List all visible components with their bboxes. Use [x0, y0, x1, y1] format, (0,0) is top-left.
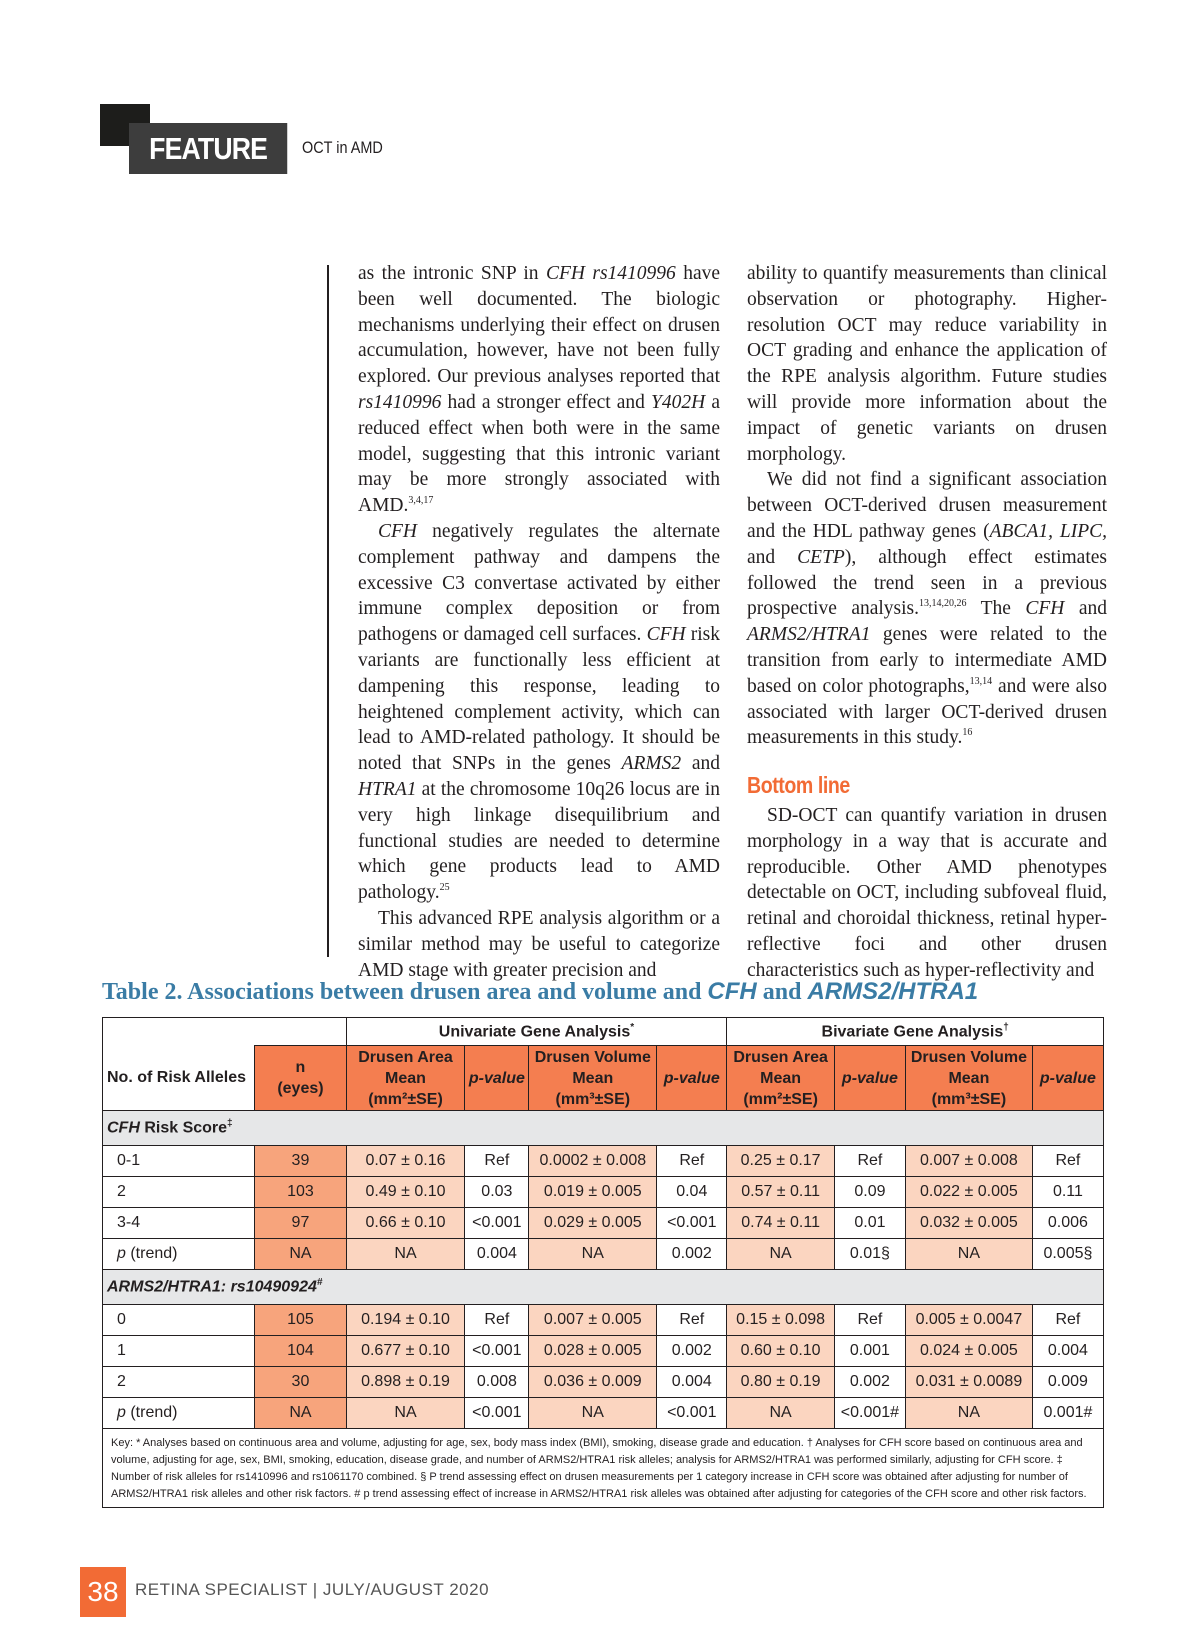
table-column-header: [103, 1046, 1104, 1111]
table-cell: Ref: [657, 1305, 727, 1336]
table-cell: Ref: [834, 1146, 905, 1177]
table-row: [103, 1336, 1104, 1367]
table-cell: 0.15 ± 0.098: [727, 1305, 835, 1336]
table-cell: 0.004: [1032, 1336, 1103, 1367]
table-cell: 0.04: [657, 1177, 727, 1208]
table-cell: 0.022 ± 0.005: [905, 1177, 1032, 1208]
row-label: 1: [103, 1336, 255, 1367]
table-key: Key: * Analyses based on continuous area and volume, adjusting for age, sex, body mass index (BMI), smoking, disease grade and education. † Analyses for CFH score based on continuous area and volume, adjusting for age, sex, BMI, smoking, education, disease grade, and number of ARMS2/HTRA1 risk alleles; analysis for ARMS2/HTRA1 was performed similarly, adjusting for CFH score. ‡ Number of risk alleles for rs1410996 and rs1061170 combined. § P trend assessing effect on drusen measurements per 1 category increase in CFH score was obtained after adjusting for number of ARMS2/HTRA1 risk alleles and other risk factors. # p trend assessing effect of increase in ARMS2/HTRA1 risk alleles was obtained after adjusting for categories of the CFH score and other risk factors.: [103, 1429, 1104, 1508]
column-rule: [327, 265, 329, 957]
table-cell: <0.001: [465, 1398, 529, 1429]
bivariate-header: Bivariate Gene Analysis†: [727, 1018, 1104, 1046]
cfh-rows: [103, 1146, 1104, 1270]
col2-paragraph-1: ability to quantify measurements than clinical observation or photography. Higher-resolution OCT may reduce variability in OCT grading and enhance the application of the RPE analysis algorithm. Future studies will provide more information about the impact of genetic variants on drusen morphology.: [747, 263, 1107, 465]
section-cfh: CFH Risk Score‡: [103, 1111, 1104, 1146]
table-cell: 0.194 ± 0.10: [346, 1305, 465, 1336]
col-n: n (eyes): [255, 1046, 346, 1111]
col-uni-volume: Drusen Volume Mean (mm³±SE): [529, 1046, 657, 1111]
table-cell: 0.001: [834, 1336, 905, 1367]
table-cell: NA: [255, 1239, 346, 1270]
table-cell: Ref: [657, 1146, 727, 1177]
text-column-1: [358, 261, 720, 983]
table-cell: NA: [905, 1398, 1032, 1429]
table-cell: Ref: [465, 1146, 529, 1177]
table-cell: 0.01: [834, 1208, 905, 1239]
col-uni-area-p: p-value: [465, 1046, 529, 1111]
table-row: [103, 1367, 1104, 1398]
table-row: [103, 1398, 1104, 1429]
table-row: [103, 1305, 1104, 1336]
table-cell: 0.029 ± 0.005: [529, 1208, 657, 1239]
table-cell: 0.002: [834, 1367, 905, 1398]
table-cell: 0.001#: [1032, 1398, 1103, 1429]
table-cell: 0.032 ± 0.005: [905, 1208, 1032, 1239]
table-cell: <0.001: [657, 1398, 727, 1429]
table-cell: 104: [255, 1336, 346, 1367]
table-cell: 0.03: [465, 1177, 529, 1208]
col-risk-alleles: No. of Risk Alleles: [103, 1046, 255, 1111]
row-label: p (trend): [103, 1398, 255, 1429]
row-label: 2: [103, 1367, 255, 1398]
table-cell: 0.008: [465, 1367, 529, 1398]
section-arms2: ARMS2/HTRA1: rs10490924#: [103, 1270, 1104, 1305]
col2-paragraph-2: We did not find a significant association between OCT-derived drusen measurement and the HDL pathway genes (ABCA1, LIPC, and CETP), although effect estimates followed the trend seen in a previous prospective analysis.$^{13,14,20,26}$ The CFH and ARMS2/HTRA1 genes were related to the transition from early to intermediate AMD based on color photographs,$^{13,14}$ and were also associated with larger OCT-derived drusen measurements in this study.$^{16}$: [747, 469, 1108, 749]
table-cell: NA: [255, 1398, 346, 1429]
col2-paragraph-3: SD-OCT can quantify variation in drusen morphology in a way that is accurate and reproducible. Other AMD phenotypes detectable on OCT, including subfoveal fluid, retinal and choroidal thickness, retinal hyper-reflective foci and other drusen characteristics such as hyper-reflectivity and: [747, 804, 1107, 981]
table-cell: 0.002: [657, 1239, 727, 1270]
table-cell: 0.007 ± 0.008: [905, 1146, 1032, 1177]
col-bi-area-p: p-value: [834, 1046, 905, 1111]
col-uni-area: Drusen Area Mean (mm²±SE): [346, 1046, 465, 1111]
table-cell: NA: [346, 1398, 465, 1429]
table-cell: Ref: [465, 1305, 529, 1336]
col-bi-volume: Drusen Volume Mean (mm³±SE): [905, 1046, 1032, 1111]
table-cell: NA: [905, 1239, 1032, 1270]
table-cell: Ref: [1032, 1305, 1103, 1336]
bottom-line-heading: Bottom line: [747, 772, 850, 799]
table-cell: 0.009: [1032, 1367, 1103, 1398]
table-cell: 30: [255, 1367, 346, 1398]
table-cell: 103: [255, 1177, 346, 1208]
table-cell: 0.004: [657, 1367, 727, 1398]
table-cell: 0.01§: [834, 1239, 905, 1270]
table-cell: 105: [255, 1305, 346, 1336]
table-row: [103, 1208, 1104, 1239]
table-cell: 0.60 ± 0.10: [727, 1336, 835, 1367]
row-label: p (trend): [103, 1239, 255, 1270]
table-cell: NA: [529, 1398, 657, 1429]
table-cell: 0.25 ± 0.17: [727, 1146, 835, 1177]
text-column-2: [747, 261, 1107, 984]
table-cell: NA: [346, 1239, 465, 1270]
section-title: OCT in AMD: [302, 138, 383, 157]
table-cell: 0.677 ± 0.10: [346, 1336, 465, 1367]
table-row: [103, 1177, 1104, 1208]
table-cell: <0.001: [657, 1208, 727, 1239]
table-cell: 0.004: [465, 1239, 529, 1270]
row-label: 3-4: [103, 1208, 255, 1239]
table-cell: 0.019 ± 0.005: [529, 1177, 657, 1208]
col1-paragraph-1: as the intronic SNP in CFH rs1410996 have been well documented. The biologic mechanisms underlying their effect on drusen accumulation, however, have not been fully explored. Our previous analyses reported that rs1410996 had a stronger effect and Y402H a reduced effect when both were in the same model, suggesting that this intronic variant may be more strongly associated with AMD.$^{3,4,17}$: [358, 263, 721, 517]
table-cell: 0.07 ± 0.16: [346, 1146, 465, 1177]
magazine-issue: RETINA SPECIALIST | JULY/AUGUST 2020: [135, 1580, 490, 1599]
table-cell: 0.031 ± 0.0089: [905, 1367, 1032, 1398]
table-row: [103, 1239, 1104, 1270]
table-cell: 0.005§: [1032, 1239, 1103, 1270]
row-label: 0: [103, 1305, 255, 1336]
table-cell: 0.002: [657, 1336, 727, 1367]
table-cell: 0.66 ± 0.10: [346, 1208, 465, 1239]
col1-paragraph-3: This advanced RPE analysis algorithm or a similar method may be useful to categorize AMD stage with greater precision and: [358, 907, 720, 981]
table-row: [103, 1146, 1104, 1177]
table-title: Table 2. Associations between drusen area and volume and CFH and ARMS2/HTRA1: [102, 978, 979, 1005]
arms2-rows: [103, 1305, 1104, 1429]
row-label: 0-1: [103, 1146, 255, 1177]
table-group-header: [103, 1018, 1104, 1046]
table-cell: 0.006: [1032, 1208, 1103, 1239]
table-cell: NA: [529, 1239, 657, 1270]
table-cell: 97: [255, 1208, 346, 1239]
table-cell: Ref: [834, 1305, 905, 1336]
table-cell: 0.036 ± 0.009: [529, 1367, 657, 1398]
table-cell: 0.898 ± 0.19: [346, 1367, 465, 1398]
table-cell: 0.80 ± 0.19: [727, 1367, 835, 1398]
col1-paragraph-2: CFH negatively regulates the alternate complement pathway and dampens the excessive C3 convertase activated by either immune complex deposition or from pathogens or damaged cell surfaces. CFH risk variants are functionally less efficient at dampening this response, leading to heightened complement activity, which can lead to AMD-related pathology. It should be noted that SNPs in the genes ARMS2 and HTRA1 at the chromosome 10q26 locus are in very high linkage disequilibrium and functional studies are needed to determine which gene products lead to AMD pathology.$^{25}$: [358, 520, 721, 904]
table-cell: 0.57 ± 0.11: [727, 1177, 835, 1208]
col-bi-volume-p: p-value: [1032, 1046, 1103, 1111]
table-cell: NA: [727, 1398, 835, 1429]
table-cell: 0.74 ± 0.11: [727, 1208, 835, 1239]
table-cell: 0.0002 ± 0.008: [529, 1146, 657, 1177]
col-bi-area: Drusen Area Mean (mm²±SE): [727, 1046, 835, 1111]
feature-label: FEATURE: [129, 123, 287, 174]
table-cell: 0.007 ± 0.005: [529, 1305, 657, 1336]
table-cell: 39: [255, 1146, 346, 1177]
table-cell: <0.001#: [834, 1398, 905, 1429]
table-cell: 0.11: [1032, 1177, 1103, 1208]
col-uni-volume-p: p-value: [657, 1046, 727, 1111]
page-number: 38: [80, 1567, 126, 1617]
table-cell: NA: [727, 1239, 835, 1270]
associations-table: [102, 1017, 1104, 1508]
table-cell: 0.005 ± 0.0047: [905, 1305, 1032, 1336]
table-cell: 0.09: [834, 1177, 905, 1208]
table-cell: <0.001: [465, 1336, 529, 1367]
univariate-header: Univariate Gene Analysis*: [346, 1018, 727, 1046]
table-cell: 0.024 ± 0.005: [905, 1336, 1032, 1367]
table-cell: 0.49 ± 0.10: [346, 1177, 465, 1208]
row-label: 2: [103, 1177, 255, 1208]
table-cell: 0.028 ± 0.005: [529, 1336, 657, 1367]
table-cell: Ref: [1032, 1146, 1103, 1177]
table-cell: <0.001: [465, 1208, 529, 1239]
